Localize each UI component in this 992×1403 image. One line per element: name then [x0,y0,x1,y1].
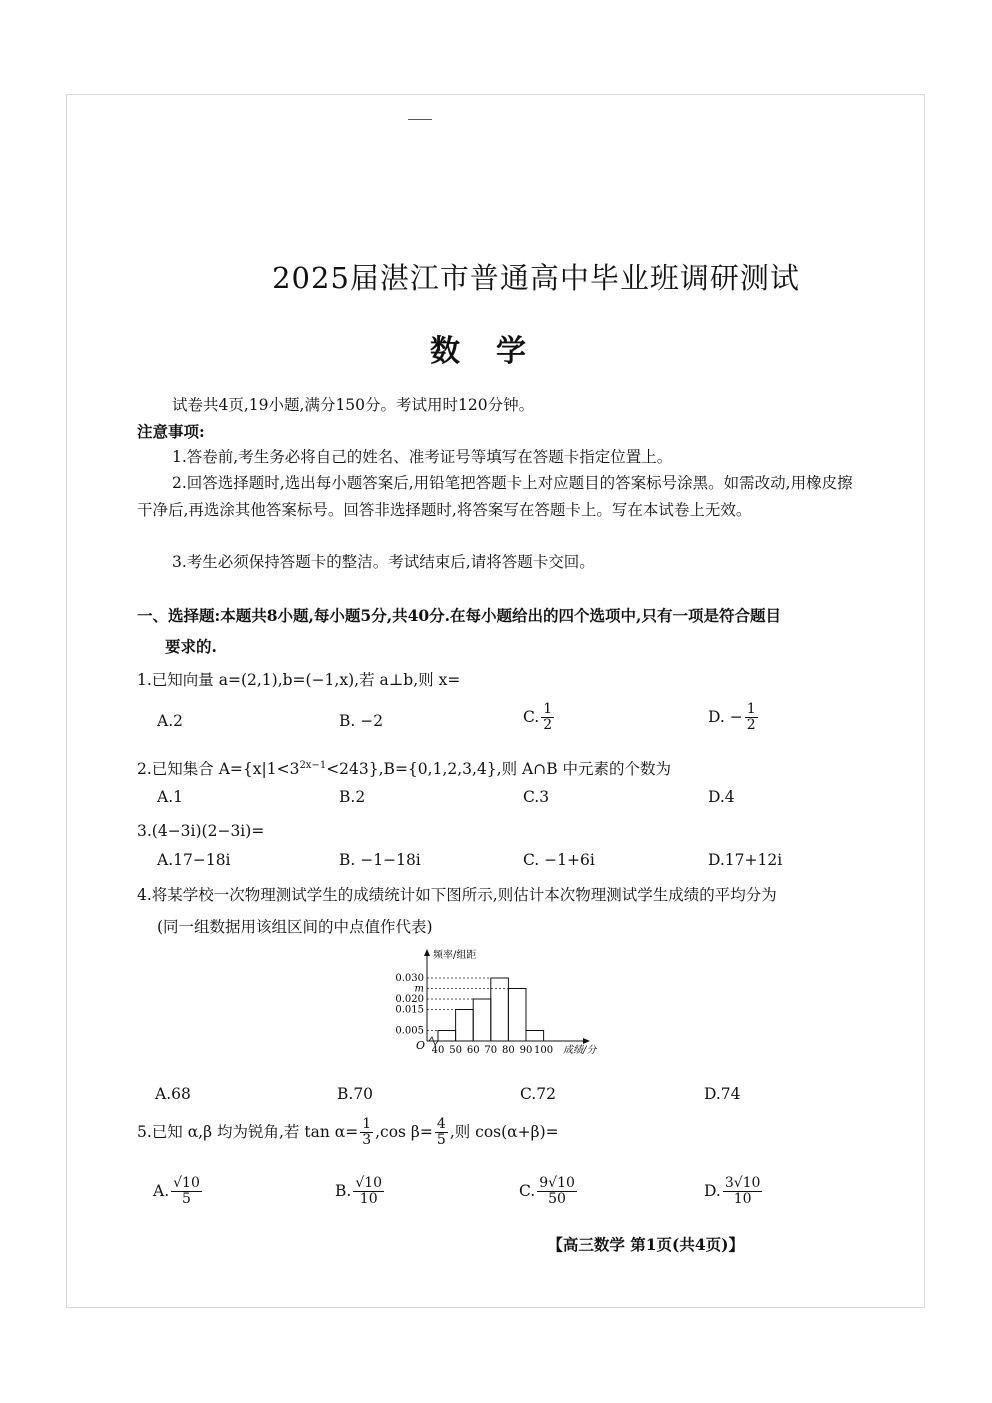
q5-option-a [153,1176,204,1208]
q5-option-a-fraction [171,1176,202,1208]
histogram-y-tick-label: 0.020 [395,994,424,1005]
q5-option-a-num: √10 [173,1175,200,1191]
histogram-bar-70-80 [491,978,509,1041]
note-item-3-text: 3.考生必须保持答题卡的整洁。考试结束后,请将答题卡交回。 [172,553,595,571]
q1-option-d [708,702,760,734]
q2-option-b: B.2 [339,788,366,806]
top-dash [408,119,432,120]
histogram-y-tick-label: m [414,983,424,995]
q5-tan-num: 1 [362,1116,372,1132]
q4-stem-note: (同一组数据用该组区间的中点值作代表) [157,918,433,936]
histogram-origin-label: O [416,1039,426,1052]
q2-stem [137,753,671,782]
q2-stem-exponent: 2x−1 [299,760,327,771]
exam-subject: 数学 [430,334,562,369]
q5-cos-den: 5 [436,1132,446,1149]
q4-option-d: D.74 [704,1085,741,1103]
histogram-bar-80-90 [508,989,526,1042]
histogram-x-tick-label: 40 [431,1045,445,1056]
q4-option-c: C.72 [520,1085,556,1103]
q5-option-d-num: 3√10 [724,1175,761,1191]
q1-option-a: A.2 [157,712,183,730]
histogram-y-tick-label: 0.030 [395,973,424,984]
q5-option-d-fraction [723,1176,763,1208]
histogram-y-tick-label: 0.015 [395,1004,424,1016]
q1-option-d-num: 1 [746,701,756,717]
q1-option-c-prefix: C. [523,707,540,726]
q5-option-b-fraction [353,1176,384,1208]
q2-stem-post: <243},B={0,1,2,3,4},则 A∩B 中元素的个数为 [326,760,672,779]
q2-option-a: A.1 [157,788,183,806]
q5-cos-num: 4 [436,1116,446,1132]
histogram-layer [395,948,597,1056]
q5-stem-post: ,则 cos(α+β)= [449,1122,559,1141]
q1-option-c-den: 2 [543,717,553,734]
q3-option-c: C. −1+6i [523,851,595,869]
q5-stem [137,1117,559,1149]
q1-stem: 1.已知向量 a=(2,1),b=(−1,x),若 a⊥b,则 x= [137,671,461,689]
exam-intro: 试卷共4页,19小题,满分150分。考试用时120分钟。 [172,396,535,414]
q5-option-d-den: 10 [733,1191,752,1208]
q5-option-b-prefix: B. [335,1181,352,1200]
q5-option-b [335,1176,386,1208]
histogram-bar-50-60 [456,1010,474,1042]
q1-option-c [523,702,556,734]
q2-option-c: C.3 [523,788,550,806]
histogram-chart [380,944,620,1074]
q5-option-d-prefix: D. [704,1181,721,1200]
note-item-1-text: 1.答卷前,考生务必将自己的姓名、准考证号等填写在答题卡指定位置上。 [172,448,673,466]
q5-option-c-num: 9√10 [539,1175,575,1191]
q3-option-a: A.17−18i [157,851,231,869]
q2-option-d: D.4 [708,788,735,806]
q5-option-a-den: 5 [182,1191,191,1208]
histogram-x-tick-label: 100 [534,1045,554,1056]
q1-option-d-prefix: D. − [708,707,743,726]
q5-option-c-den: 50 [548,1191,566,1208]
q3-option-b: B. −1−18i [339,851,421,869]
q3-option-d: D.17+12i [708,851,783,869]
q1-option-c-fraction [541,702,554,734]
histogram-x-tick-label: 50 [449,1045,462,1056]
histogram-x-tick-label: 80 [502,1045,515,1056]
page-footer: 【高三数学 第1页(共4页)】 [547,1235,744,1254]
q4-option-b: B.70 [337,1085,374,1103]
q5-option-b-den: 10 [359,1191,378,1208]
section1-heading: 一、选择题:本题共8小题,每小题5分,共40分.在每小题给出的四个选项中,只有一项是符合题目 [137,606,781,625]
note-item-2-text: 2.回答选择题时,选出每小题答案后,用铅笔把答题卡上对应题目的答案标号涂黑。如需改动,用橡皮擦干净后,再选涂其他答案标号。回答非选择题时,将答案写在答题卡上。写在本试卷上无效。 [137,474,853,519]
q1-option-b: B. −2 [339,712,384,730]
q5-option-c [519,1176,579,1208]
q4-option-a: A.68 [155,1085,191,1103]
q5-tan-fraction [360,1117,373,1149]
q5-option-b-num: √10 [355,1175,383,1191]
q5-option-c-prefix: C. [519,1181,536,1200]
exam-title: 2025届湛江市普通高中毕业班调研测试 [272,261,800,295]
histogram-x-axis-label: 成绩/分 [563,1045,597,1056]
histogram-bar-60-70 [473,999,491,1041]
histogram-y-tick-label: 0.005 [395,1025,424,1037]
histogram-x-arrow-icon [583,1038,590,1044]
histogram-x-tick-label: 90 [519,1045,533,1056]
q2-stem-pre: 2.已知集合 A={x|1<3 [137,760,300,779]
q1-option-d-fraction [745,702,758,734]
q5-option-a-prefix: A. [153,1181,170,1200]
notes-heading: 注意事项: [137,422,205,441]
note-item-2 [137,470,857,524]
histogram-y-axis-label: 频率/组距 [433,950,477,961]
histogram-y-arrow-icon [424,949,430,956]
note-item-3 [137,549,857,576]
q5-stem-pre: 5.已知 α,β 均为锐角,若 tan α= [137,1122,359,1141]
q5-option-c-fraction [537,1176,577,1208]
q5-stem-mid: ,cos β= [375,1122,433,1141]
q5-option-d [704,1176,764,1208]
q1-option-d-den: 2 [746,717,756,734]
section1-heading-cont: 要求的. [165,637,217,656]
histogram-x-tick-label: 70 [484,1045,498,1056]
q4-stem: 4.将某学校一次物理测试学生的成绩统计如下图所示,则估计本次物理测试学生成绩的平均分为 [137,886,777,904]
histogram-bar-40-50 [438,1031,456,1042]
q5-cos-fraction [435,1117,448,1149]
q3-stem: 3.(4−3i)(2−3i)= [137,822,265,840]
histogram-bar-90-100 [526,1031,544,1042]
histogram-x-tick-label: 60 [466,1045,480,1056]
q5-tan-den: 3 [362,1132,372,1149]
q1-option-c-num: 1 [543,701,553,717]
note-item-1 [137,444,857,471]
